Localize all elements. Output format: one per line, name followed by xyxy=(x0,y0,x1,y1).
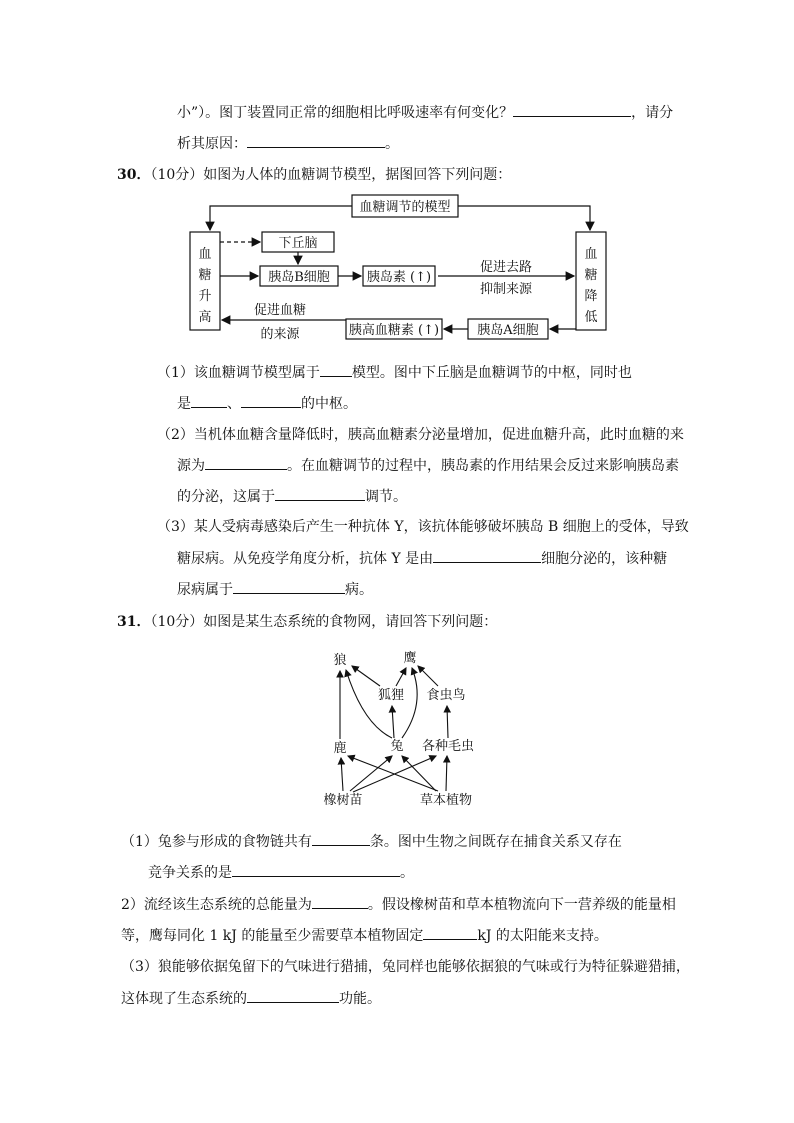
answer-blank[interactable] xyxy=(312,831,370,846)
intro-text: 。 xyxy=(385,136,399,152)
question-stem: （10分）如图为人体的血糖调节模型，据图回答下列问题： xyxy=(150,167,512,183)
food-web-diagram xyxy=(318,644,488,814)
question-text: 是 xyxy=(177,396,191,412)
answer-blank[interactable] xyxy=(232,862,400,877)
q30-sub3-line2 xyxy=(177,548,667,569)
insulin-effect-label: 促进去路 xyxy=(479,260,533,275)
diagram-title: 血糖调节的模型 xyxy=(359,200,451,215)
question-text: 调节。 xyxy=(365,489,407,505)
answer-blank[interactable] xyxy=(191,393,227,408)
q31-sub2-line2 xyxy=(121,925,608,946)
answer-blank[interactable] xyxy=(247,988,339,1003)
answer-blank[interactable] xyxy=(241,393,301,408)
glucagon-label: 胰高血糖素 (↑) xyxy=(348,323,440,338)
question-text: kJ 的太阳能来支持。 xyxy=(477,928,608,944)
q30-sub2-line3 xyxy=(177,486,407,507)
answer-blank[interactable] xyxy=(205,455,287,470)
q30-sub3-line1 xyxy=(157,517,689,537)
question-text: （1）兔参与形成的食物链共有 xyxy=(121,834,312,850)
right-box-char: 低 xyxy=(584,310,598,325)
right-box-char: 降 xyxy=(584,289,598,304)
node-herb-plants: 草本植物 xyxy=(419,793,473,808)
question-text: 。假设橡树苗和草本植物流向下一营养级的能量相 xyxy=(367,897,676,913)
q31-sub1-line1 xyxy=(121,831,622,852)
right-box-char: 糖 xyxy=(584,268,598,283)
right-box-char: 血 xyxy=(584,247,598,262)
glucagon-effect-label: 促进血糖 xyxy=(253,303,307,318)
q31-sub2-line1 xyxy=(121,894,676,915)
question-text: 源为 xyxy=(177,458,205,474)
glucagon-effect-label: 的来源 xyxy=(260,327,300,342)
intro-line-1 xyxy=(177,102,673,123)
left-box-char: 血 xyxy=(198,247,212,262)
question-number: 30． xyxy=(117,167,151,183)
question-text: 功能。 xyxy=(339,991,381,1007)
left-box-char: 升 xyxy=(198,289,212,304)
question-text: 模型。图中下丘脑是血糖调节的中枢，同时也 xyxy=(351,365,632,381)
islet-b-label: 胰岛B细胞 xyxy=(268,270,330,285)
question-text: （2）当机体血糖含量降低时，胰高血糖素分泌量增加，促进血糖升高，此时血糖的来 xyxy=(157,427,684,443)
insulin-label: 胰岛素 (↑) xyxy=(366,270,432,285)
node-wolf: 狼 xyxy=(333,653,347,668)
question-text: 。在血糖调节的过程中，胰岛素的作用结果会反过来影响胰岛素 xyxy=(287,458,679,474)
q30-sub1-line2 xyxy=(177,393,357,414)
islet-a-label: 胰岛A细胞 xyxy=(477,323,539,338)
answer-blank[interactable] xyxy=(423,925,477,940)
question-text: 的中枢。 xyxy=(301,396,357,412)
answer-blank[interactable] xyxy=(275,486,365,501)
question-text: （1）该血糖调节模型属于 xyxy=(157,365,320,381)
question-text: 细胞分泌的，该种糖 xyxy=(541,551,668,567)
node-insect-bird: 食虫鸟 xyxy=(426,688,466,703)
question-number: 31． xyxy=(117,614,151,630)
question-stem: （10分）如图是某生态系统的食物网，请回答下列问题： xyxy=(150,614,498,630)
intro-text: 析其原因： xyxy=(177,136,247,152)
node-deer: 鹿 xyxy=(333,741,347,756)
answer-blank[interactable] xyxy=(320,362,352,377)
hypothalamus-label: 下丘脑 xyxy=(278,236,318,251)
q31-sub3-line2 xyxy=(121,988,381,1009)
node-caterpillars: 各种毛虫 xyxy=(421,739,475,754)
answer-blank[interactable] xyxy=(247,133,385,148)
question-text: 竞争关系的是 xyxy=(148,865,232,881)
question-text: 这体现了生态系统的 xyxy=(121,991,247,1007)
question-text: 的分泌，这属于 xyxy=(177,489,275,505)
intro-text: ，请分 xyxy=(631,105,674,121)
question-text: 糖尿病。从免疫学角度分析，抗体 Y 是由 xyxy=(177,551,434,567)
question-text: （3）狼能够依据兔留下的气味进行猎捕，兔同样也能够依据狼的气味或行为特征躲避猎捕， xyxy=(121,959,690,975)
node-oak-seedling: 橡树苗 xyxy=(323,793,363,808)
question-text: （3）某人受病毒感染后产生一种抗体 Y，该抗体能够破坏胰岛 B 细胞上的受体，导致 xyxy=(157,519,689,535)
answer-blank[interactable] xyxy=(233,579,345,594)
q30-sub2-line2 xyxy=(177,455,679,476)
question-text: 等，鹰每同化 1 kJ 的能量至少需要草本植物固定 xyxy=(121,928,424,944)
intro-text: 小”）。图丁装置同正常的细胞相比呼吸速率有何变化？ xyxy=(177,105,514,121)
q30-sub2-line1 xyxy=(157,425,684,445)
answer-blank[interactable] xyxy=(312,894,368,909)
question-31-header xyxy=(117,612,497,632)
intro-line-2 xyxy=(177,133,399,154)
q31-sub1-line2 xyxy=(148,862,414,883)
node-rabbit: 兔 xyxy=(390,739,404,754)
blood-sugar-diagram xyxy=(180,192,620,352)
left-box-char: 高 xyxy=(198,310,212,325)
answer-blank[interactable] xyxy=(433,548,541,563)
q30-sub3-line3 xyxy=(177,579,373,600)
insulin-effect-label: 抑制来源 xyxy=(479,282,533,297)
question-text: 尿病属于 xyxy=(177,582,233,598)
question-text: 条。图中生物之间既存在捕食关系又存在 xyxy=(369,834,622,850)
question-text: 。 xyxy=(400,865,414,881)
question-text: 病。 xyxy=(345,582,373,598)
node-eagle: 鹰 xyxy=(403,651,417,666)
question-text: 2）流经该生态系统的总能量为 xyxy=(121,897,312,913)
left-box-char: 糖 xyxy=(198,268,212,283)
node-fox: 狐狸 xyxy=(377,688,405,703)
question-text: 、 xyxy=(227,396,241,412)
answer-blank[interactable] xyxy=(513,102,631,117)
q31-sub3-line1 xyxy=(121,957,690,977)
question-30-header xyxy=(117,165,511,185)
q30-sub1-line1 xyxy=(157,362,632,383)
